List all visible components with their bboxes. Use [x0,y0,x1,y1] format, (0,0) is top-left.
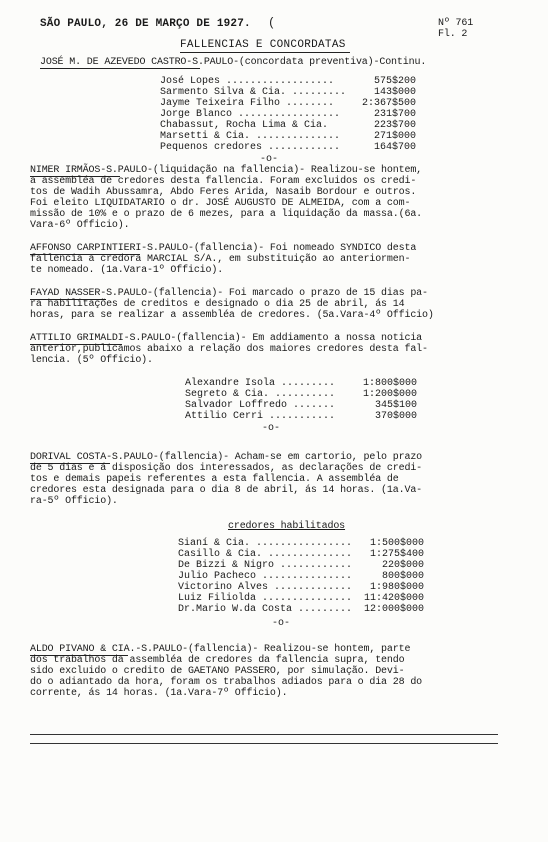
closing-rule-bottom [30,743,498,744]
closing-rule-top [30,734,498,735]
table-row [160,87,416,98]
entry-carpintieri-line-2: fallencia a credora MARCIAL S/A., em substituição ao anteriormen- [30,254,411,265]
creditor-name: Segreto & Cia. .......... [185,389,336,400]
creditor-amount: 11:420$000 [363,593,424,604]
table-row [178,538,424,549]
entry-grimaldi-line-2: anterior,publicamos abaixo a relação dos maiores credores desta fal- [30,344,428,355]
table-row [185,411,417,422]
entry-pivano-line-2: dos trabalhos da assembléa de credores da fallencia supra, tendo [30,655,405,666]
section-separator: -o- [262,423,281,434]
table-row [160,120,416,131]
creditor-name: Sarmento Silva & Cia. ......... [160,87,347,98]
table-row [185,389,417,400]
entry-costa-line-1: DORIVAL COSTA-S.PAULO-(fallencia)- Acham-se em cartorio, pelo prazo [30,452,423,463]
table-row [178,604,424,615]
table-row [160,109,416,120]
entry-irmaos-line-1: NIMER IRMÃOS-S.PAULO-(liquidação na fallencia)- Realizou-se hontem, [30,165,423,176]
creditor-amount: 164$700 [373,142,416,153]
creditor-name: Dr.Mario W.da Costa ......... [178,604,353,615]
entry-castro-line-1: JOSÉ M. DE AZEVEDO CASTRO-S.PAULO-(concordata preventiva)-Continu. [40,57,427,68]
table-row [178,549,424,560]
entry-costa-line-4: credores esta designada para o dia 8 de abril, ás 14 horas. (1a.Va- [30,485,423,496]
title-underline [180,52,350,53]
creditor-amount: 370$000 [374,411,417,422]
entry-costa-line-2: de 5 dias e á disposição dos interessados, as declarações de credi- [30,463,423,474]
entry-costa-line-5: ra-5º Officio). [30,496,118,507]
creditor-name: Pequenos credores ............ [160,142,341,153]
creditor-amount: 800$000 [381,571,424,582]
creditors-subtitle: credores habilitados [228,521,346,532]
entry-pivano-line-4: do o adiantado da hora, foram os trabalhos adiados para o dia 28 do [30,677,423,688]
document-date: SÃO PAULO, 26 DE MARÇO DE 1927. [40,18,251,30]
table-row [185,400,417,411]
creditor-amount: 1:200$000 [362,389,417,400]
handwritten-mark: ( [268,16,276,30]
entry-irmaos-line-3: tos de Wadih Abussamra, Abdo Feres Arida, Nasaib Bordour e outros. [30,187,417,198]
entry-grimaldi-line-3: lencia. (5º Officio). [30,355,153,366]
creditor-amount: 231$700 [373,109,416,120]
entry-grimaldi-line-1: ATTILIO GRIMALDI-S.PAULO-(fallencia)- Em addiamento a nossa noticia [30,333,423,344]
entry-irmaos-line-6: Vara-6º Officio). [30,220,130,231]
creditor-name: Luiz Filiolda ............... [178,593,353,604]
creditor-name: Casillo & Cia. .............. [178,549,353,560]
creditor-amount: 271$000 [373,131,416,142]
section-separator: -o- [272,618,291,629]
creditor-name: Alexandre Isola ......... [185,378,336,389]
creditor-name: Julio Pacheco ............... [178,571,353,582]
creditor-amount: 1:500$000 [369,538,424,549]
creditor-amount: 1:275$400 [369,549,424,560]
creditor-name: Salvador Loffredo ....... [185,400,336,411]
entry-pivano-line-3: sido excluido o credito de GAETANO PASSERO, por simulação. Devi- [30,666,405,677]
creditor-amount: 143$000 [373,87,416,98]
entry-carpintieri-line-3: te nomeado. (1a.Vara-1º Officio). [30,265,224,276]
creditor-amount: 345$100 [374,400,417,411]
creditor-name: Jayme Teixeira Filho ........ [160,98,335,109]
table-row [185,378,417,389]
creditor-amount: 1:800$000 [362,378,417,389]
entry-irmaos-line-5: missão de 10% e o prazo de 6 mezes, para a liquidação da massa.(6a. [30,209,423,220]
section-separator: -o- [260,154,279,165]
creditor-name: Marsetti & Cia. .............. [160,131,341,142]
creditor-amount: 12:000$000 [363,604,424,615]
entry-nasser-line-2: ra habilitações de creditos e designado o dia 25 de abril, ás 14 [30,299,405,310]
page-title: FALLENCIAS E CONCORDATAS [180,39,346,51]
creditor-name: Jorge Blanco ................. [160,109,341,120]
table-row [178,560,424,571]
table-row [160,142,416,153]
table-row [160,98,416,109]
creditor-amount: 575$200 [373,76,416,87]
creditor-name: Sianí & Cia. ................ [178,538,353,549]
table-row [160,76,416,87]
creditor-name: José Lopes .................. [160,76,335,87]
entry-pivano-line-1: ALDO PIVANO & CIA.-S.PAULO-(fallencia)- Realizou-se hontem, parte [30,644,411,655]
entry-nasser-line-1: FAYAD NASSER-S.PAULO-(fallencia)- Foi marcado o prazo de 15 dias pa- [30,288,428,299]
creditor-name: De Bizzi & Nigro ............ [178,560,353,571]
sheet-number: Fl. 2 [438,29,468,40]
entry-irmaos-line-4: Foi eleito LIQUIDATARIO o dr. JOSÉ AUGUSTO DE ALMEIDA, com a com- [30,198,411,209]
entry-castro-heading-underline [40,68,200,69]
creditor-name: Attilio Cerri ........... [185,411,336,422]
table-row [178,571,424,582]
entry-irmaos-line-2: a assembléa de credores desta fallencia. Foram excluidos os credi- [30,176,417,187]
creditor-name: Victorino Alves ............. [178,582,353,593]
entry-nasser-line-3: horas, para se realizar a assembléa de credores. (5a.Vara-4º Officio) [30,310,434,321]
entry-costa-line-3: tos e demais papeis referentes a esta fallencia. A assembléa de [30,474,399,485]
table-row [178,593,424,604]
entry-pivano-line-5: corrente, ás 14 horas. (1a.Vara-7º Officio). [30,688,288,699]
table-row [178,582,424,593]
creditor-amount: 2:367$500 [361,98,416,109]
creditor-amount: 1:980$000 [369,582,424,593]
bulletin-number: Nº 761 [438,18,474,29]
creditor-amount: 223$700 [373,120,416,131]
creditor-amount: 220$000 [381,560,424,571]
creditor-name: Chabassut, Rocha Lima & Cia. [160,120,329,131]
entry-carpintieri-line-1: AFFONSO CARPINTIERI-S.PAULO-(fallencia)- Foi nomeado SYNDICO desta [30,243,417,254]
table-row [160,131,416,142]
